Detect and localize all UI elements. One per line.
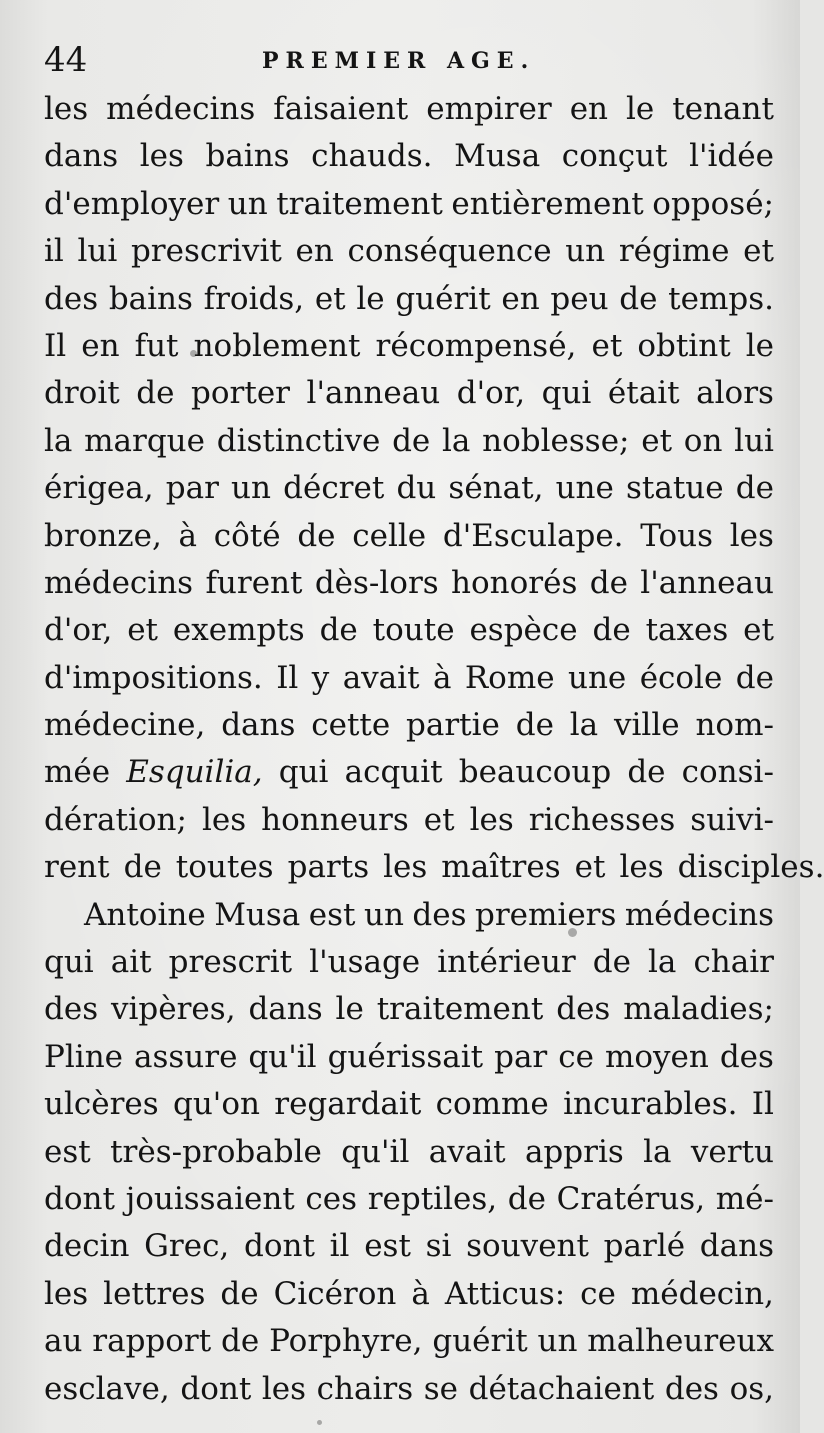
text-line: dont jouissaient ces reptiles, de Cratérus, mé- <box>44 1180 774 1217</box>
page-header <box>44 38 770 78</box>
text-line: droit de porter l'anneau d'or, qui était alors <box>44 375 774 412</box>
body-text <box>44 86 824 1413</box>
page-number: 44 <box>44 40 88 80</box>
running-head: PREMIER AGE. <box>262 48 536 74</box>
text-line: Il en fut noblement récompensé, et obtint le <box>44 327 774 364</box>
text-line: est très-probable qu'il avait appris la vertu <box>44 1133 774 1170</box>
text-line: esclave, dont les chairs se détachaient des os, <box>44 1370 774 1407</box>
text-line: d'impositions. Il y avait à Rome une école de <box>44 659 774 696</box>
ink-speck <box>568 928 577 937</box>
text-line: érigea, par un décret du sénat, une statue de <box>44 470 774 507</box>
text-line: médecine, dans cette partie de la ville nom- <box>44 707 774 744</box>
text-line: des bains froids, et le guérit en peu de temps. <box>44 280 774 317</box>
text-line: decin Grec, dont il est si souvent parlé dans <box>44 1228 774 1265</box>
text-line: qui ait prescrit l'usage intérieur de la chair <box>44 944 774 981</box>
text-line: il lui prescrivit en conséquence un régime et <box>44 233 774 270</box>
text-line: d'employer un traitement entièrement opposé; <box>44 185 774 222</box>
text-line: mée Esquilia, qui acquit beaucoup de consi- <box>44 754 774 791</box>
text-line: les médecins faisaient empirer en le tenant <box>44 91 774 127</box>
text-line: Pline assure qu'il guérissait par ce moyen des <box>44 1038 774 1075</box>
text-line: au rapport de Porphyre, guérit un malheureux <box>44 1323 774 1360</box>
text-line: les lettres de Cicéron à Atticus: ce médecin, <box>44 1275 774 1312</box>
text-line: dans les bains chauds. Musa conçut l'idée <box>44 138 774 175</box>
text-line: rent de toutes parts les maîtres et les disciples. <box>44 849 824 886</box>
text-line: médecins furent dès-lors honorés de l'anneau <box>44 564 774 601</box>
text-line: dération; les honneurs et les richesses suivi- <box>44 801 774 838</box>
ink-speck <box>190 350 197 357</box>
text-line: bronze, à côté de celle d'Esculape. Tous les <box>44 517 774 554</box>
text-line: Antoine Musa est un des premiers médecins <box>84 896 774 933</box>
text-line: ulcères qu'on regardait comme incurables. Il <box>44 1086 774 1123</box>
text-line: des vipères, dans le traitement des maladies; <box>44 991 774 1028</box>
ink-speck <box>317 1420 322 1425</box>
text-line: d'or, et exempts de toute espèce de taxes et <box>44 612 774 649</box>
text-line: la marque distinctive de la noblesse; et on lui <box>44 422 774 459</box>
